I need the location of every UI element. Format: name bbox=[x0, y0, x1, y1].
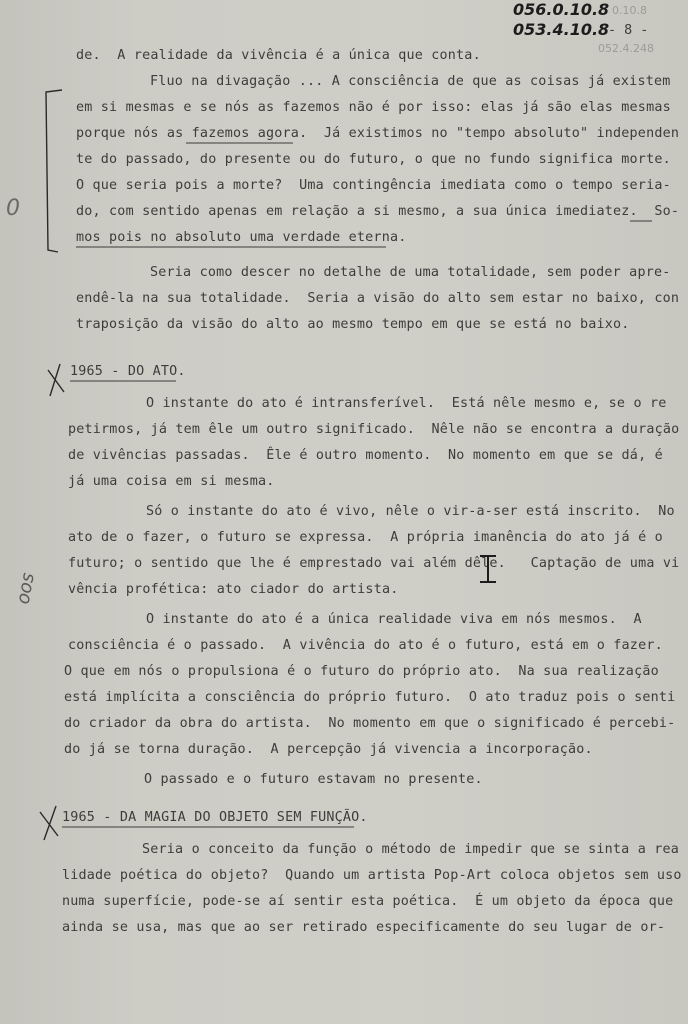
text-line: do já se torna duração. A percepção já vivencia a incorporação. bbox=[64, 742, 593, 757]
text-line: Só o instante do ato é vivo, nêle o vir-a-ser está inscrito. No bbox=[146, 504, 675, 519]
text-line: está implícita a consciência do próprio futuro. O ato traduz pois o senti bbox=[64, 690, 676, 705]
text-line: Seria como descer no detalhe de uma totalidade, sem poder apre- bbox=[150, 265, 671, 280]
text-line: O instante do ato é intransferível. Está nêle mesmo e, se o re bbox=[146, 396, 667, 411]
margin-pencil-mark: 0 bbox=[6, 196, 20, 221]
section-heading: 1965 - DO ATO. bbox=[70, 364, 186, 379]
text-line: ainda se usa, mas que ao ser retirado especificamente do seu lugar de or- bbox=[62, 920, 666, 935]
text-line: lidade poética do objeto? Quando um artista Pop-Art coloca objetos sem uso bbox=[62, 868, 682, 883]
text-line: do, com sentido apenas em relação a si mesmo, a sua única imediatez. So- bbox=[76, 204, 680, 219]
faint-archive-code: 0.10.8 bbox=[612, 4, 647, 17]
text-line: te do passado, do presente ou do futuro, o que no fundo significa morte. bbox=[76, 152, 671, 167]
text-line: traposição da visão do alto ao mesmo tempo em que se está no baixo. bbox=[76, 317, 630, 332]
text-line: já uma coisa em si mesma. bbox=[68, 474, 275, 489]
text-line: petirmos, já tem êle um outro significado. Nêle não se encontra a duração bbox=[68, 422, 680, 437]
text-line: Seria o conceito da função o método de impedir que se sinta a rea bbox=[142, 842, 680, 857]
text-line: numa superfície, pode-se aí sentir esta poética. É um objeto da época que bbox=[62, 894, 674, 909]
text-line: consciência é o passado. A vivência do ato é o futuro, está em o fazer. bbox=[68, 638, 663, 653]
margin-bracket-mark bbox=[46, 90, 62, 252]
text-line: mos pois no absoluto uma verdade eterna. bbox=[76, 230, 407, 245]
text-line: O instante do ato é a única realidade viva em nós mesmos. A bbox=[146, 612, 642, 627]
text-line: O que em nós o propulsiona é o futuro do próprio ato. Na sua realização bbox=[64, 664, 659, 679]
text-line: futuro; o sentido que lhe é emprestado vai além dêle. Captação de uma vi bbox=[68, 556, 680, 571]
text-line: Fluo na divagação ... A consciência de que as coisas já existem bbox=[150, 74, 671, 89]
text-line: do criador da obra do artista. No momento em que o significado é percebi- bbox=[64, 716, 676, 731]
text-line: de vivências passadas. Êle é outro momento. No momento em que se dá, é bbox=[68, 448, 663, 463]
text-line: endê-la na sua totalidade. Seria a visão do alto sem estar no baixo, con bbox=[76, 291, 680, 306]
page-number: - 8 - bbox=[608, 23, 649, 38]
faint-archive-code: 052.4.248 bbox=[598, 42, 654, 55]
text-line: vência profética: ato ciador do artista. bbox=[68, 582, 399, 597]
x-mark bbox=[40, 806, 58, 840]
section-heading: 1965 - DA MAGIA DO OBJETO SEM FUNÇÃO. bbox=[62, 810, 368, 825]
text-line: O que seria pois a morte? Uma contingência imediata como o tempo seria- bbox=[76, 178, 671, 193]
archive-code-1: 056.0.10.8 bbox=[513, 0, 610, 19]
text-line: O passado e o futuro estavam no presente. bbox=[144, 772, 483, 787]
x-mark bbox=[48, 364, 64, 396]
archive-code-2: 053.4.10.8 bbox=[513, 20, 610, 39]
text-line: porque nós as fazemos agora. Já existimos no "tempo absoluto" independen bbox=[76, 126, 680, 141]
margin-pencil-mark: oos bbox=[12, 571, 39, 606]
text-line: em si mesmas e se nós as fazemos não é por isso: elas já são elas mesmas bbox=[76, 100, 671, 115]
text-line: de. A realidade da vivência é a única que conta. bbox=[76, 48, 481, 63]
text-line: ato de o fazer, o futuro se expressa. A própria imanência do ato já é o bbox=[68, 530, 663, 545]
